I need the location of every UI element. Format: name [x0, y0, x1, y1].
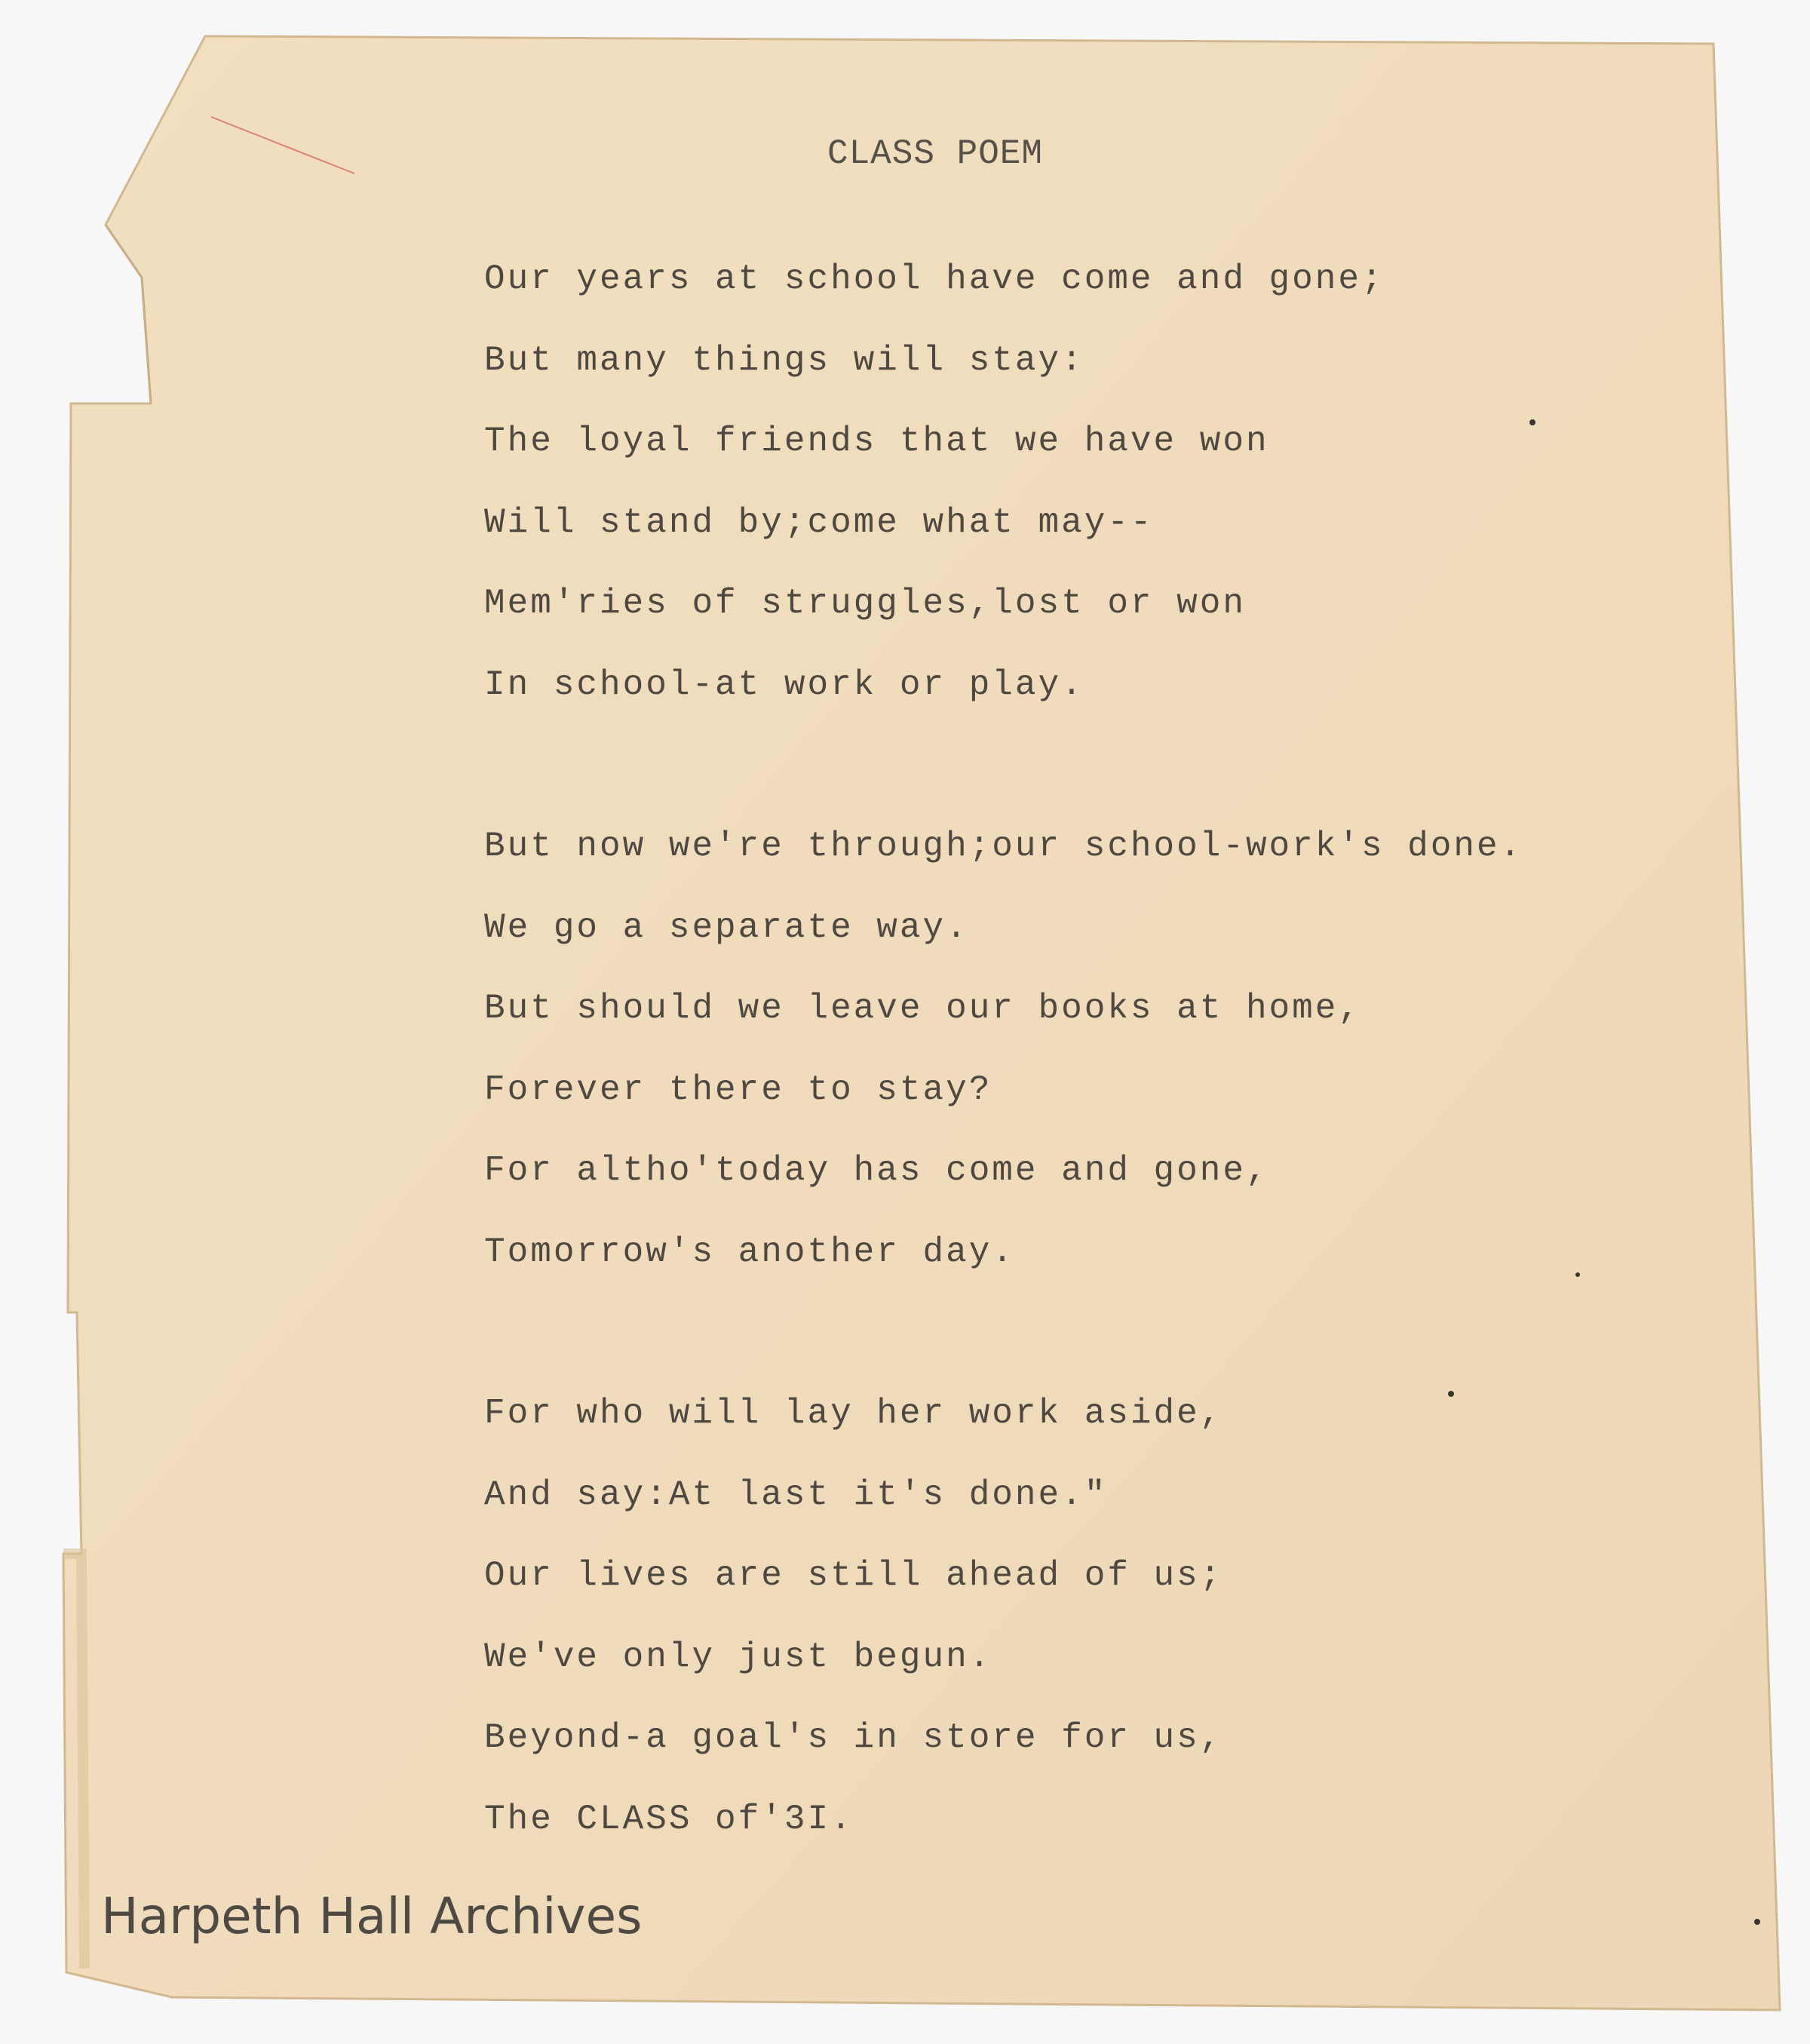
ink-speck	[1575, 1272, 1580, 1277]
poem-line: Will stand by;come what may--	[484, 502, 1154, 542]
poem-line: We've only just begun.	[484, 1637, 992, 1677]
poem-line: The loyal friends that we have won	[484, 422, 1269, 461]
poem-line: For altho'today has come and gone,	[484, 1151, 1269, 1190]
poem-body	[484, 255, 1523, 1957]
poem-line: Tomorrow's another day.	[484, 1232, 1015, 1272]
stanza-2	[484, 822, 1523, 1309]
poem-line: Mem'ries of struggles,lost or won	[484, 584, 1246, 623]
archive-watermark: Harpeth Hall Archives	[101, 1887, 643, 1945]
poem-line: But now we're through;our school-work's done.	[484, 827, 1523, 866]
poem-line: Our years at school have come and gone;	[484, 259, 1385, 299]
poem-line: But should we leave our books at home,	[484, 989, 1361, 1028]
poem-line: For who will lay her work aside,	[484, 1394, 1223, 1433]
poem-line: But many things will stay:	[484, 340, 1084, 380]
poem-line: Beyond-a goal's in store for us,	[484, 1718, 1223, 1757]
poem-line: The CLASS of'3I.	[484, 1799, 854, 1839]
ink-speck	[1754, 1919, 1760, 1925]
poem-line: Our lives are still ahead of us;	[484, 1556, 1223, 1595]
poem-line: We go a separate way.	[484, 907, 969, 947]
stanza-1	[484, 255, 1523, 741]
stanza-3	[484, 1389, 1523, 1876]
poem-line: And say:At last it's done."	[484, 1475, 1108, 1515]
poem-title: CLASS POEM	[827, 134, 1044, 173]
ink-speck	[1529, 419, 1535, 425]
poem-line: In school-at work or play.	[484, 664, 1084, 704]
poem-line: Forever there to stay?	[484, 1070, 992, 1109]
